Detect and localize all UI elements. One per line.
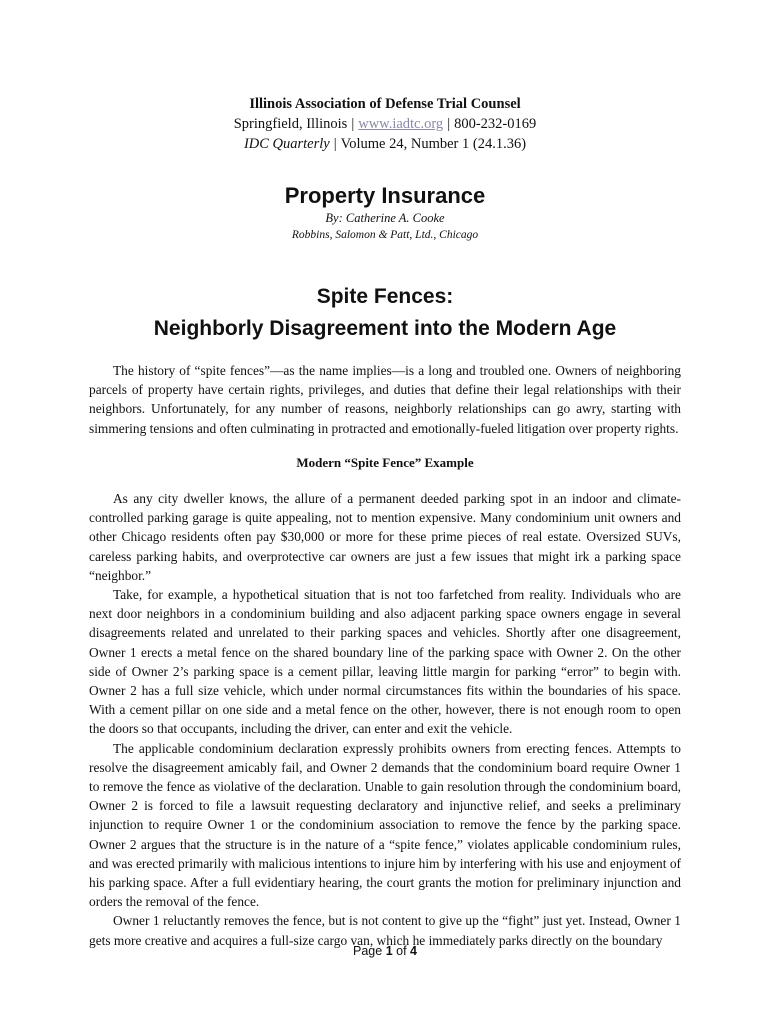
author-firm: Robbins, Salomon & Patt, Ltd., Chicago <box>291 229 479 241</box>
paragraph: Owner 1 reluctantly removes the fence, but is not content to give up the “fight” just yet. Instead, Owner 1 gets more creative and acquires a full-size cargo van, which he immediately parks directly on the boundary <box>89 913 681 948</box>
paragraph: The history of “spite fences”—as the name implies—is a long and troubled one. Owners of neighboring parcels of property have certain rights, privileges, and duties that define their legal relationships with their neighbors. Unfortunately, for any number of reasons, neighborly relationships can go awry, starting with simmering tensions and often culminating in protracted and emotionally-fueled litigation over property rights. <box>89 363 681 436</box>
article-title-line-2: Neighborly Disagreement into the Modern Age <box>153 317 617 340</box>
volume-info: Volume 24, Number 1 (24.1.36) <box>340 136 527 152</box>
page-footer <box>0 944 770 958</box>
website-link[interactable]: www.iadtc.org <box>358 116 444 132</box>
separator: | <box>351 116 355 132</box>
separator: | <box>447 116 451 132</box>
article-body <box>89 489 681 948</box>
separator: | <box>333 136 337 152</box>
phone-number: 800-232-0169 <box>454 116 537 132</box>
section-title: Property Insurance <box>284 183 486 208</box>
journal-name: IDC Quarterly <box>243 136 330 152</box>
publication-line <box>0 134 770 154</box>
author-byline: By: Catherine A. Cooke <box>325 211 445 225</box>
paragraph: The applicable condominium declaration expressly prohibits owners from erecting fences. Attempts to resolve the disagreement amicably fail, and Owner 2 demands that the condominium board require Owner 1 to remove the fence as violative of the declaration. Unable to gain resolution through the condominium board, Owner 2 is forced to file a lawsuit requesting declaratory and injunctive relief, and seeks a preliminary injunction to require Owner 1 or the condominium association to remove the fence by the parking space. Owner 2 argues that the structure is in the nature of a “spite fence,” violates applicable condominium rules, and was erected primarily with malicious intentions to injure him by interfering with his use and enjoyment of his parking space. After a full evidentiary hearing, the court grants the motion for preliminary injunction and orders the removal of the fence. <box>89 740 681 910</box>
page-word: Page <box>353 944 383 958</box>
article-title-line-1: Spite Fences: <box>316 285 454 308</box>
of-word: of <box>396 944 407 958</box>
page-number: 1 <box>385 944 393 958</box>
article-title <box>0 281 770 345</box>
city: Springfield, Illinois <box>233 116 348 132</box>
paragraph: Take, for example, a hypothetical situation that is not too farfetched from reality. Individuals who are next door neighbors in a condominium building and also adjacent parking space owners engage in several disagreements related and unrelated to their parking spaces and vehicles. Shortly after one disagreement, Owner 1 erects a metal fence on the shared boundary line of the parking space with Owner 2. On the other side of Owner 2’s parking space is a cement pillar, leaving little margin for parking “error” to begin with. Owner 2 has a full size vehicle, which under normal circumstances fits within the boundaries of his space. With a cement pillar on one side and a metal fence on the other, however, there is not enough room to open the doors so that occupants, including the driver, can enter and exit the vehicle. <box>89 587 681 737</box>
intro-paragraph <box>89 361 681 438</box>
page-total: 4 <box>410 944 417 958</box>
contact-line <box>0 114 770 134</box>
masthead <box>0 94 770 154</box>
paragraph: As any city dweller knows, the allure of a permanent deeded parking spot in an indoor and climate-controlled parking garage is quite appealing, not to mention expensive. Many condominium unit owners and other Chicago residents often pay $30,000 or more for these prime pieces of real estate. Oversized SUVs, careless parking habits, and overprotective car owners are just a few issues that might irk a parking space “neighbor.” <box>89 491 681 583</box>
subheading: Modern “Spite Fence” Example <box>296 455 474 470</box>
organization-name: Illinois Association of Defense Trial Counsel <box>249 96 521 112</box>
